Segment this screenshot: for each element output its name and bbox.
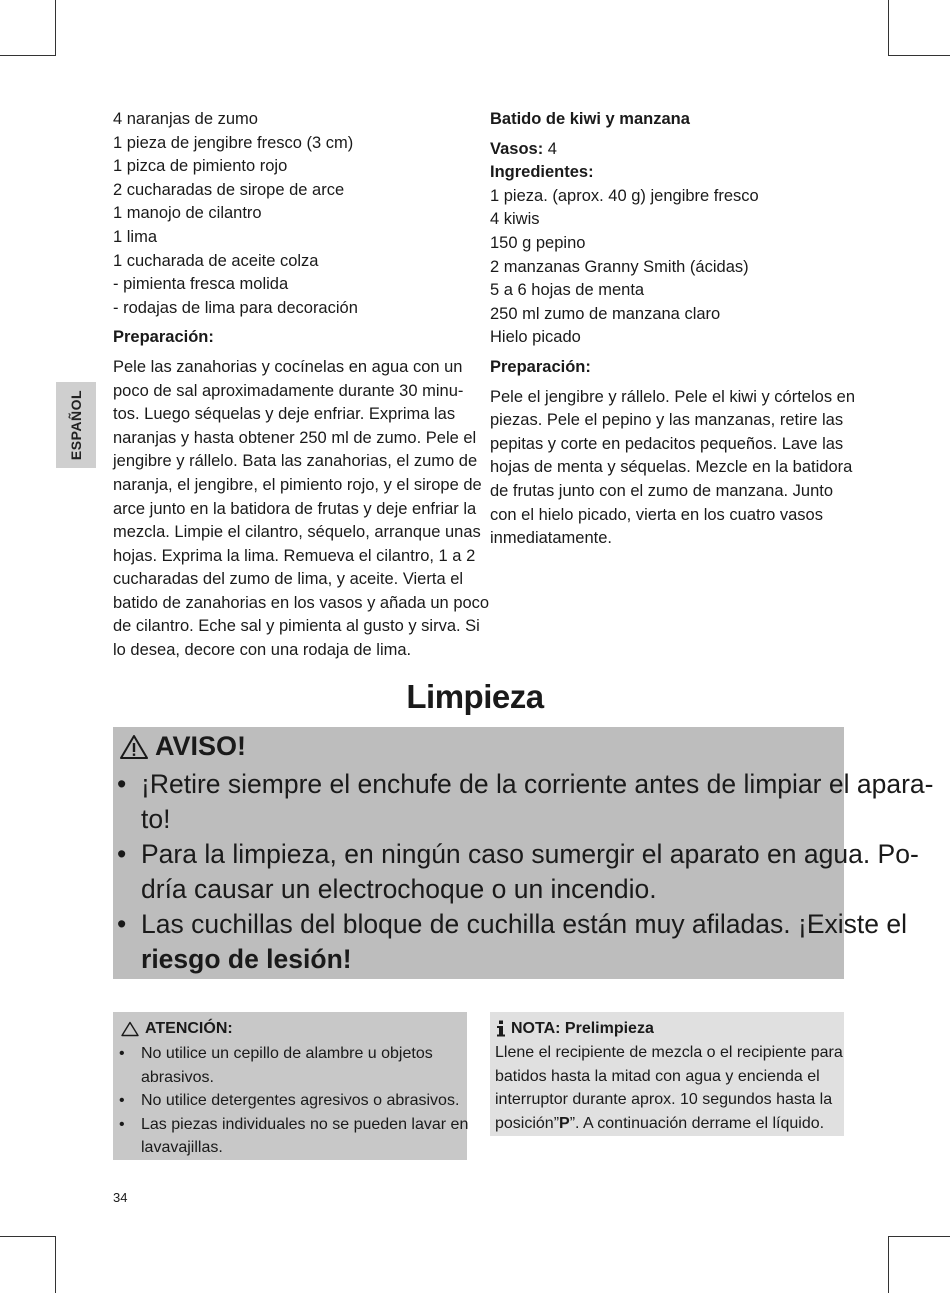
preparation-text (490, 386, 856, 551)
attention-box (113, 1012, 467, 1160)
bullet: • (117, 909, 127, 939)
attention-item (113, 1089, 467, 1113)
note-line: Llene el recipiente de mezcla o el recipiente para (495, 1044, 843, 1061)
text-line: naranjas y hasta obtener 250 ml de zumo. Pele el (113, 428, 477, 447)
language-tab-label: ESPAÑOL (68, 389, 84, 461)
ingredient-item: 4 kiwis (490, 210, 540, 229)
text-line: batido de zanahorias en los vasos y añada un poco (113, 593, 490, 612)
ingredient-item: - rodajas de lima para decoración (113, 298, 358, 317)
preparation-heading: Preparación: (490, 357, 591, 376)
text-line: poco de sal aproximadamente durante 30 minu- (113, 381, 464, 400)
ingredient-item: 1 cucharada de aceite colza (113, 251, 319, 270)
ingredient-item: 1 pieza. (aprox. 40 g) jengibre fresco (490, 186, 759, 205)
text-line: naranja, el jengibre, el pimiento rojo, y el sirope de (113, 475, 482, 494)
warning-item (113, 767, 934, 837)
bullet: • (119, 1045, 125, 1062)
text-line: jengibre y rállelo. Bata las zanahorias, el zumo de (113, 452, 478, 471)
text-line: pepitas y corte en pedacitos pequeños. Lave las (490, 434, 844, 453)
preparation-heading: Preparación: (113, 328, 214, 347)
attention-item-line: abrasivos. (141, 1068, 214, 1086)
warning-item-line: Para la limpieza, en ningún caso sumergir el aparato en agua. Po- (141, 839, 919, 869)
note-line (495, 1112, 843, 1136)
ingredient-item: 5 a 6 hojas de menta (490, 281, 645, 300)
warning-list (113, 767, 934, 977)
glasses-label: Vasos: (490, 139, 544, 158)
warning-box (113, 727, 934, 979)
note-heading-label: NOTA: Prelimpieza (511, 1020, 654, 1037)
text-line: tos. Luego séquelas y deje enfriar. Exprima las (113, 405, 456, 424)
ingredient-item: - pimienta fresca molida (113, 275, 289, 294)
note-body (495, 1041, 843, 1135)
warning-item (113, 837, 919, 907)
note-box (490, 1012, 844, 1136)
crop-mark-bottom-right-v (888, 1236, 889, 1293)
ingredient-item: 1 manojo de cilantro (113, 204, 262, 223)
glasses-line (490, 138, 840, 162)
crop-mark-top-left-h (0, 55, 56, 56)
bullet: • (119, 1092, 125, 1110)
text-line: hojas de menta y séquelas. Mezcle en la batidora (490, 458, 853, 477)
warning-heading-label: AVISO! (155, 731, 247, 761)
text-line: hojas. Exprima la lima. Remueva el cilantro, 1 a 2 (113, 546, 476, 565)
ingredient-item: 250 ml zumo de manzana claro (490, 304, 721, 323)
warning-item-line: ¡Retire siempre el enchufe de la corriente antes de limpiar el apara- (141, 769, 934, 799)
bullet: • (117, 839, 127, 869)
text-line: Pele las zanahorias y cocínelas en agua con un (113, 357, 463, 376)
crop-mark-bottom-left-h (0, 1236, 56, 1237)
warning-triangle-icon (119, 734, 149, 760)
ingredient-item: 4 naranjas de zumo (113, 110, 258, 128)
warning-item-line: to! (141, 804, 171, 834)
crop-mark-top-right-h (888, 55, 950, 56)
right-column (490, 108, 856, 551)
text-line: inmediatamente. (490, 529, 612, 548)
preparation-text (113, 356, 490, 663)
crop-mark-top-left-v (55, 0, 56, 56)
warning-item-line: Las cuchillas del bloque de cuchilla están muy afiladas. ¡Existe el (141, 909, 907, 939)
section-title: Limpieza (406, 678, 544, 715)
recipe-title: Batido de kiwi y manzana (490, 110, 690, 128)
attention-item-line: No utilice detergentes agresivos o abrasivos. (141, 1092, 460, 1110)
language-tab (56, 382, 96, 468)
text-line: de cilantro. Eche sal y pimienta al gusto y sirva. Si (113, 617, 480, 636)
info-icon (495, 1020, 507, 1037)
attention-list (113, 1042, 467, 1160)
caution-triangle-icon (121, 1021, 139, 1037)
text-line: cucharadas del zumo de lima, y aceite. Vierta el (113, 570, 464, 589)
left-column (113, 108, 490, 663)
crop-mark-bottom-right-h (888, 1236, 950, 1237)
ingredient-item: 1 pizca de pimiento rojo (113, 157, 288, 176)
ingredient-item: 2 cucharadas de sirope de arce (113, 180, 345, 199)
attention-item-line: No utilice un cepillo de alambre u objetos (141, 1045, 433, 1062)
text-line: piezas. Pele el pepino y las manzanas, retire las (490, 411, 844, 430)
glasses-value: 4 (543, 139, 557, 158)
note-line: batidos hasta la mitad con agua y encienda el (495, 1067, 820, 1085)
attention-heading-label: ATENCIÓN: (145, 1020, 233, 1037)
text-line: Pele el jengibre y rállelo. Pele el kiwi y córtelos en (490, 387, 856, 406)
page-number: 34 (113, 1190, 128, 1205)
ingredient-list (113, 108, 473, 320)
ingredient-item: 2 manzanas Granny Smith (ácidas) (490, 257, 749, 276)
attention-item (113, 1042, 467, 1089)
attention-item (113, 1113, 467, 1160)
attention-item-line: Las piezas individuales no se pueden lavar en (141, 1115, 469, 1133)
note-line-suffix: ”. A continuación derrame el líquido. (569, 1114, 825, 1132)
bullet: • (119, 1115, 125, 1133)
text-line: lo desea, decore con una rodaja de lima. (113, 641, 412, 660)
attention-heading (121, 1017, 233, 1041)
text-line: con el hielo picado, vierta en los cuatro vasos (490, 505, 823, 524)
ingredient-item: 1 lima (113, 227, 158, 246)
ingredient-item: 1 pieza de jengibre fresco (3 cm) (113, 133, 354, 152)
text-line: mezcla. Limpie el cilantro, séquelo, arranque unas (113, 523, 481, 542)
bullet: • (117, 769, 127, 799)
warning-item (113, 907, 907, 977)
ingredient-list (490, 185, 840, 350)
note-position-label: P (559, 1114, 570, 1132)
text-line: arce junto en la batidora de frutas y deje enfriar la (113, 499, 477, 518)
ingredient-item: Hielo picado (490, 328, 581, 347)
warning-heading (119, 731, 246, 762)
crop-mark-bottom-left-v (55, 1236, 56, 1293)
ingredient-item: 150 g pepino (490, 233, 586, 252)
text-line: de frutas junto con el zumo de manzana. Junto (490, 481, 834, 500)
crop-mark-top-right-v (888, 0, 889, 56)
note-line: interruptor durante aprox. 10 segundos hasta la (495, 1091, 833, 1109)
note-line-prefix: posición” (495, 1114, 560, 1132)
note-heading (495, 1017, 654, 1041)
warning-item-line: dría causar un electrochoque o un incendio. (141, 874, 657, 904)
warning-item-line-bold: riesgo de lesión! (141, 944, 352, 974)
ingredients-heading: Ingredientes: (490, 163, 594, 182)
attention-item-line: lavavajillas. (141, 1139, 223, 1157)
